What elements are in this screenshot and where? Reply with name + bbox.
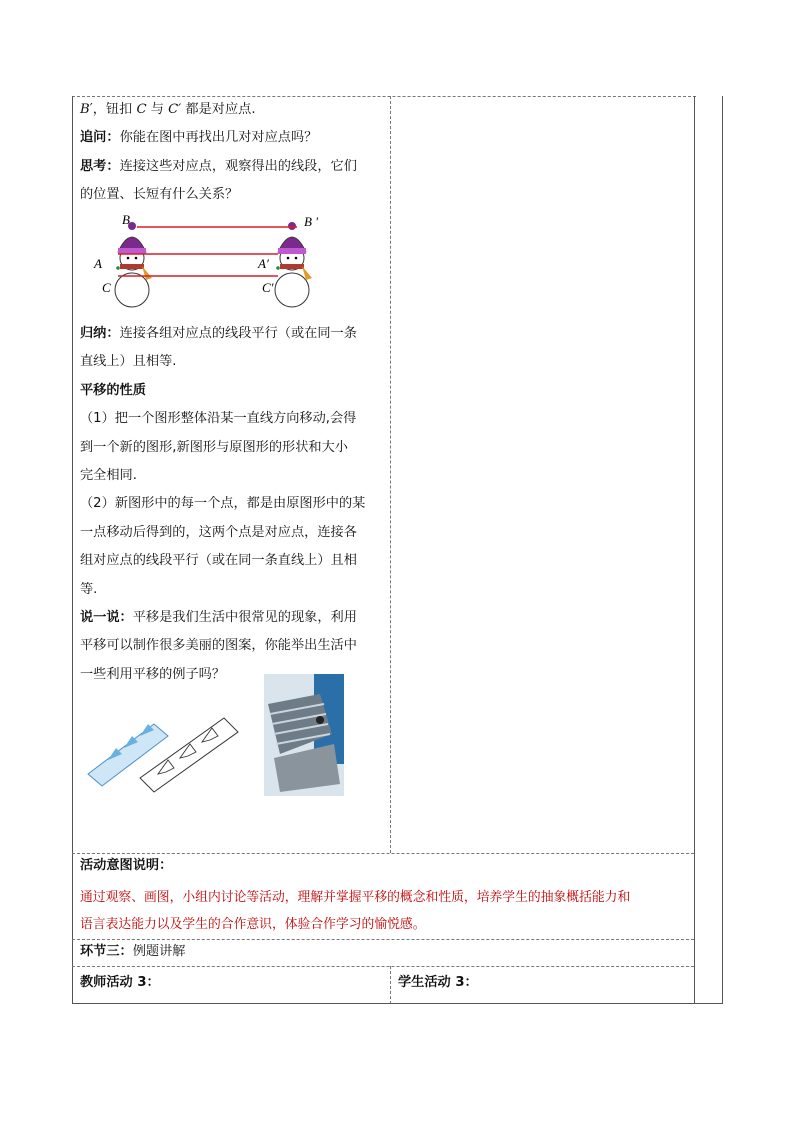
property1-line1: （1）把一个图形整体沿某一直线方向移动,会得 xyxy=(80,411,357,427)
intent-text-line2: 语言表达能力以及学生的合作意识，体验合作学习的愉悦感。 xyxy=(80,917,426,932)
label-C-prime: C′ xyxy=(262,280,274,295)
table-bottom-border xyxy=(72,1003,722,1004)
intent-title: 活动意图说明： xyxy=(80,858,173,873)
think-question-line2: 的位置、长短有什么关系？ xyxy=(80,187,239,203)
row-divider-intent xyxy=(72,853,694,854)
intent-text-line1: 通过观察、画图，小组内讨论等活动，理解并掌握平移的概念和性质，培养学生的抽象概括能力和 xyxy=(80,890,631,905)
property2-line1: （2）新图形中的每一个点，都是由原图形中的某 xyxy=(80,496,366,512)
label-B-prime: B ′ xyxy=(304,214,319,229)
think-question-line1: 思考：连接这些对应点，观察得出的线段，它们 xyxy=(80,158,357,174)
label-B: B xyxy=(122,212,130,227)
say-line3: 一些利用平移的例子吗？ xyxy=(80,666,226,682)
stair-photo-image xyxy=(264,674,344,796)
segment-three: 环节三：例题讲解 xyxy=(80,944,186,959)
property1-line2: 到一个新的图形,新图形与原图形的形状和大小 xyxy=(80,439,348,455)
table-inner-right-border xyxy=(694,96,695,1004)
snowman-translated xyxy=(275,222,312,307)
snowman-original xyxy=(115,222,152,307)
property2-line4: 等. xyxy=(80,581,98,597)
row-divider-activities xyxy=(72,966,694,967)
left-column-content xyxy=(80,96,386,210)
table-left-border xyxy=(72,96,73,1004)
column-divider-top xyxy=(390,96,391,853)
table-outer-right-border xyxy=(722,96,723,1004)
label-A-prime: A′ xyxy=(258,256,269,271)
column-divider-bottom xyxy=(390,966,391,1004)
label-A: A xyxy=(94,256,102,271)
summary-line1: 归纳：连接各组对应点的线段平行（或在同一条 xyxy=(80,326,357,341)
translation-examples-figure xyxy=(84,674,374,796)
property-title: 平移的性质 xyxy=(80,382,146,398)
correspondence-line: B′，钮扣 C 与 C′ 都是对应点. xyxy=(80,102,256,117)
row-divider-segment xyxy=(72,939,694,940)
follow-up-question: 追问：你能在图中再找出几对对应点吗？ xyxy=(80,130,318,146)
property1-line3: 完全相同. xyxy=(80,468,137,484)
intent-text xyxy=(80,884,692,938)
student-activity-label: 学生活动 3： xyxy=(398,975,478,990)
summary-line2: 直线上）且相等. xyxy=(80,354,177,370)
paper-cut-pattern-image xyxy=(88,718,238,792)
say-line1: 说一说：平移是我们生活中很常见的现象，利用 xyxy=(80,610,357,626)
teacher-activity-label: 教师活动 3： xyxy=(80,975,160,990)
say-line2: 平移可以制作很多美丽的图案，你能举出生活中 xyxy=(80,638,357,654)
property2-line2: 一点移动后得到的，这两个点是对应点，连接各 xyxy=(80,524,357,540)
left-column-properties xyxy=(80,320,386,689)
property2-line3: 组对应点的线段平行（或在同一条直线上）且相 xyxy=(80,553,357,569)
snowman-translation-figure xyxy=(82,208,332,316)
label-C: C xyxy=(102,280,111,295)
